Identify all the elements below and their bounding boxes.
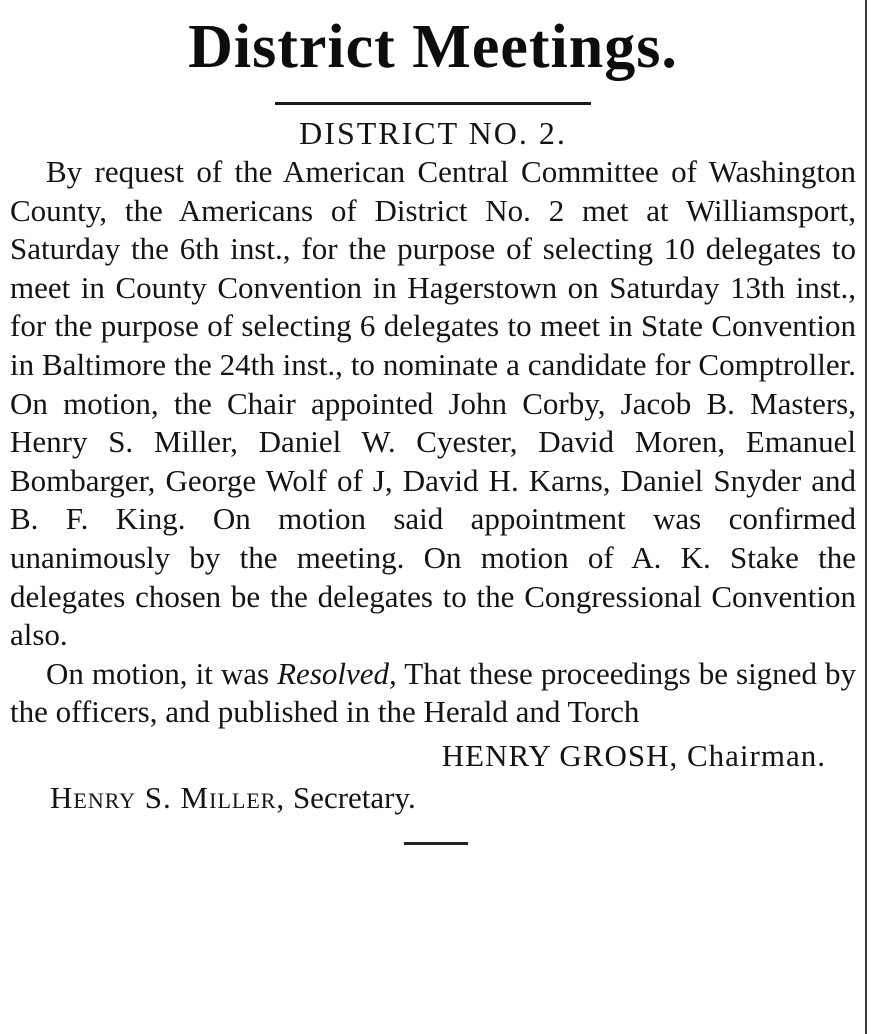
article-body bbox=[10, 153, 856, 732]
secretary-title: Secretary. bbox=[292, 779, 416, 815]
paragraph-1-text: By request of the American Central Committee of Washington County, the Americans of District No. 2 met at Williamsport, Saturday the 6th inst., for the purpose of selecting 10 delegates to meet in County Convention in Hagerstown on Saturday 13th inst., for the purpose of selecting 6 delegates to meet in State Convention in Baltimore the 24th inst., to nominate a candidate for Comptroller. On motion, the Chair appointed John Corby, Jacob B. Masters, Henry S. Miller, Daniel W. Cyester, David Moren, Emanuel Bombarger, George Wolf of J, David H. Karns, Daniel Snyder and B. F. King. On motion said appointment was confirmed unanimously by the meeting. On motion of A. K. Stake the delegates chosen be the delegates to the Congressional Convention also. bbox=[10, 154, 856, 653]
secretary-signature bbox=[10, 778, 856, 818]
secretary-name: Henry S. Miller, bbox=[50, 779, 286, 815]
paragraph-2-lead: On motion, it was bbox=[46, 655, 270, 691]
subheading: DISTRICT NO. 2. bbox=[299, 115, 567, 151]
headline: District Meetings. bbox=[188, 13, 678, 81]
column-rule bbox=[865, 0, 867, 1034]
paragraph-2-rest: That these proceedings be signed by the officers, and published in the Herald and Torch bbox=[10, 655, 856, 730]
paragraph-1 bbox=[10, 153, 856, 655]
chairman-signature: HENRY GROSH, Chairman. bbox=[441, 737, 826, 773]
paragraph-2 bbox=[10, 655, 856, 732]
end-dash bbox=[404, 842, 468, 845]
headline-rule bbox=[275, 102, 591, 105]
newspaper-clipping bbox=[10, 0, 856, 845]
resolved-word: Resolved, bbox=[277, 655, 397, 691]
